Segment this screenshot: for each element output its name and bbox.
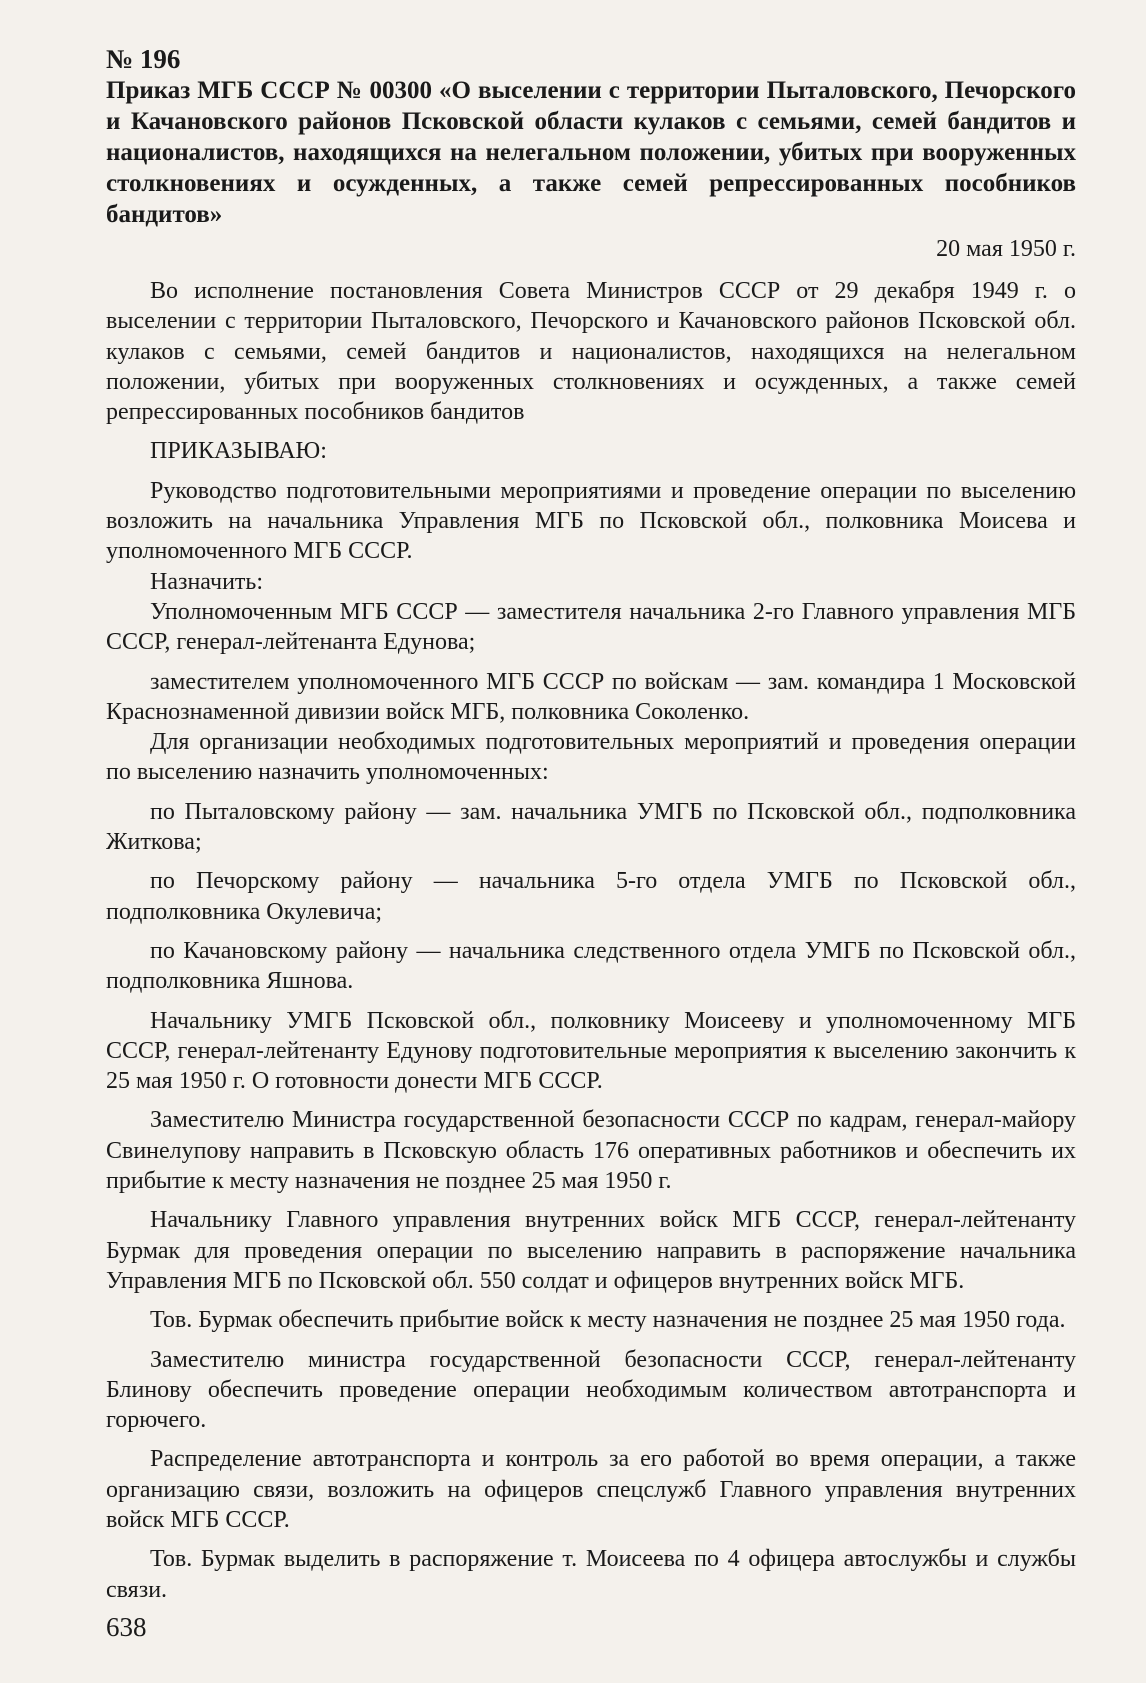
paragraph-transport-control: Распределение автотранспорта и контроль за его работой во время операции, а также организацию связи, возложить на офицеров спецслужб Главного управления внутренних войск МГБ СССР. — [106, 1446, 1076, 1533]
document-title: Приказ МГБ СССР № 00300 «О выселении с территории Пыталовского, Печорского и Качановского районов Псковской области кулаков с семьями, семей бандитов и националистов, находящихся на нелегальном положении, убитых при вооруженных столкновениях и осужденных, а также семей репрессированных пособников бандитов» — [106, 77, 1076, 228]
paragraph-troops-arrival: Тов. Бурмак обеспечить прибытие войск к месту назначения не позднее 25 мая 1950 года. — [150, 1307, 1066, 1334]
paragraph-pechory: по Печорскому району — начальника 5-го отдела УМГБ по Псковской обл., подполковника Окулевича; — [106, 868, 1076, 925]
paragraph-operatives: Заместителю Министра государственной безопасности СССР по кадрам, генерал-майору Свинелупову направить в Псковскую область 176 оперативных работников и обеспечить их прибытие к месту назначения не позднее 25 мая 1950 г. — [106, 1107, 1076, 1195]
paragraph-leadership: Руководство подготовительными мероприятиями и проведение операции по выселению возложить на начальника Управления МГБ по Псковской обл., полковника Моисева и уполномоченного МГБ СССР. — [106, 477, 1076, 565]
paragraph-kachanovo: по Качановскому району — начальника следственного отдела УМГБ по Псковской обл., подполковника Яшнова. — [106, 937, 1076, 995]
paragraph-organization: Для организации необходимых подготовительных мероприятий и проведения операции по выселению назначить уполномоченных: — [106, 729, 1076, 786]
paragraph-officers: Тов. Бурмак выделить в распоряжение т. Моисеева по 4 офицера автослужбы и службы связи. — [106, 1546, 1076, 1603]
document-number: № 196 — [106, 44, 181, 74]
paragraph-internal-troops: Начальнику Главного управления внутренних войск МГБ СССР, генерал-лейтенанту Бурмак для проведения операции по выселению направить в распоряжение начальника Управления МГБ по Псковской обл. 550 солдат и офицеров внутренних войск МГБ. — [106, 1207, 1076, 1294]
paragraph-preparation-deadline: Начальнику УМГБ Псковской обл., полковнику Моисееву и уполномоченному МГБ СССР, генерал-лейтенанту Едунову подготовительные мероприятия к выселению закончить к 25 мая 1950 г. О готовности донести МГБ СССР. — [106, 1007, 1076, 1095]
document-date: 20 мая 1950 г. — [936, 236, 1076, 262]
paragraph-plenipotentiary: Уполномоченным МГБ СССР — заместителя начальника 2-го Главного управления МГБ СССР, генерал-лейтенанта Едунова; — [106, 598, 1076, 656]
paragraph-pytalovo: по Пыталовскому району — зам. начальника УМГБ по Псковской обл., подполковника Житкова; — [106, 798, 1076, 856]
paragraph-preamble: Во исполнение постановления Совета Министров СССР от 29 декабря 1949 г. о выселении с территории Пыталовского, Печорского и Качановского районов Псковской обл. кулаков с семьями, семей бандитов и националистов, находящихся на нелегальном положении, убитых при вооруженных столкновениях и осужденных, а также семей репрессированных пособников бандитов — [106, 278, 1076, 426]
paragraph-deputy-troops: заместителем уполномоченного МГБ СССР по войскам — зам. командира 1 Московской Краснознаменной дивизии войск МГБ, полковника Соколенко. — [106, 668, 1076, 725]
paragraph-order-word: ПРИКАЗЫВАЮ: — [150, 438, 327, 465]
document-page — [106, 44, 1076, 1605]
page-number: 638 — [106, 1612, 147, 1642]
paragraph-appoint: Назначить: — [150, 568, 264, 595]
paragraph-transport: Заместителю министра государственной безопасности СССР, генерал-лейтенанту Блинову обеспечить проведение операции необходимым количеством автотранспорта и горючего. — [106, 1346, 1076, 1434]
